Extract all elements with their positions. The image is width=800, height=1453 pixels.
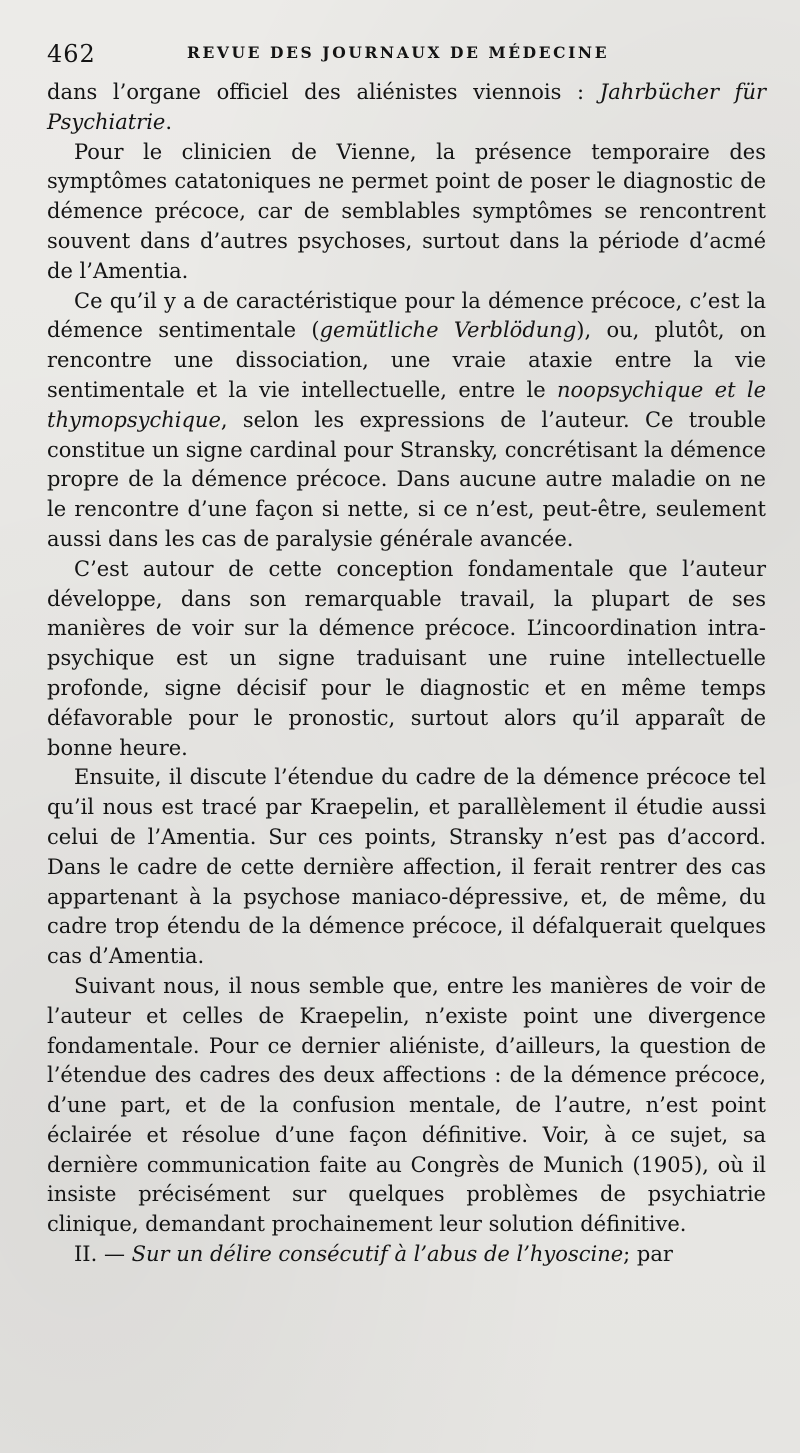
section-tail: ; par xyxy=(623,1242,673,1267)
paragraph-author-opinion: Suivant nous, il nous semble que, entre les manières de voir de l’auteur et celles de Kraepelin, n’existe point une divergence fondamentale. Pour ce dernier aliéniste, d’ailleurs, la question de l’étendue des cadres des deux affections : de la démence précoce, d’une part, et de la confusion mentale, de l’autre, n’est point éclairée et résolue d’une façon définitive. Voir, à ce sujet, sa dernière communication faite au Congrès de Munich (1905), où il insiste précisément sur quelques problèmes de psychiatrie clinique, demandant prochainement leur solution définitive. xyxy=(47,973,766,1237)
section-heading-hyoscine xyxy=(47,1240,766,1270)
paragraph-fundamental-conception: C’est autour de cette conception fondamentale que l’auteur développe, dans son remarquable travail, la plupart de ses manières de voir sur la démence précoce. L’incoordination intra-psychique est un signe traduisant une ruine intellectuelle profonde, signe décisif pour le diagnostic et en même temps défavorable pour le pronostic, surtout alors qu’il apparaît de bonne heure. xyxy=(47,556,766,760)
term-noopsychique-thymopsychique: noopsychique et le thymopsychique xyxy=(47,377,766,432)
paragraph-sentimental-dementia xyxy=(47,287,766,555)
running-head xyxy=(47,34,766,78)
paragraph-continuation xyxy=(47,78,766,138)
p1-text-c: . xyxy=(165,109,173,134)
body-text xyxy=(47,78,766,1270)
p3-text-c: ), ou, plutôt, on rencontre une dissociation, une vraie ataxie entre la vie sentimentale et la vie intellectuelle, entre le xyxy=(47,318,766,402)
term-gemutliche-verblodung: gemütliche Verblödung xyxy=(319,318,577,343)
running-title: REVUE DES JOURNAUX DE MÉDECINE xyxy=(187,43,610,62)
journal-title: Jahrbücher für Psychiatrie xyxy=(47,80,767,134)
paragraph-kraepelin-framework: Ensuite, il discute l’étendue du cadre de la démence précoce tel qu’il nous est tracé par Kraepelin, et parallèlement il étudie aussi celui de l’Amentia. Sur ces points, Stransky n’est pas d’accord. Dans le cadre de cette dernière affection, il ferait rentrer des cas appartenant à la psychose maniaco-dépressive, et, de même, du cadre trop étendu de la démence précoce, il défalquerait quelques cas d’Amentia. xyxy=(47,765,766,969)
p3-text-e: , selon les expressions de l’auteur. Ce trouble constitue un signe cardinal pour Stransky, concrétisant la démence propre de la démence précoce. Dans aucune autre maladie on ne le rencontre d’une façon si nette, si ce n’est, peut-être, seulement aussi dans les cas de paralysie générale avancée. xyxy=(47,407,766,551)
section-number: II. — xyxy=(74,1242,132,1267)
p3-text-a: Ce qu’il y a de caractéristique pour la démence précoce, c’est la démence sentimentale ( xyxy=(47,288,766,343)
paragraph-catatonic-symptoms: Pour le clinicien de Vienne, la présence temporaire des symptômes catatoniques ne permet point de poser le diagnostic de démence précoce, car de semblables symptômes se rencontrent souvent dans d’autres psychoses, surtout dans la période d’acmé de l’Amentia. xyxy=(47,139,766,283)
section-title: Sur un délire consécutif à l’abus de l’hyoscine xyxy=(131,1242,624,1267)
p1-text-a: dans l’organe officiel des aliénistes viennois : xyxy=(47,80,600,104)
page-number: 462 xyxy=(47,40,96,68)
